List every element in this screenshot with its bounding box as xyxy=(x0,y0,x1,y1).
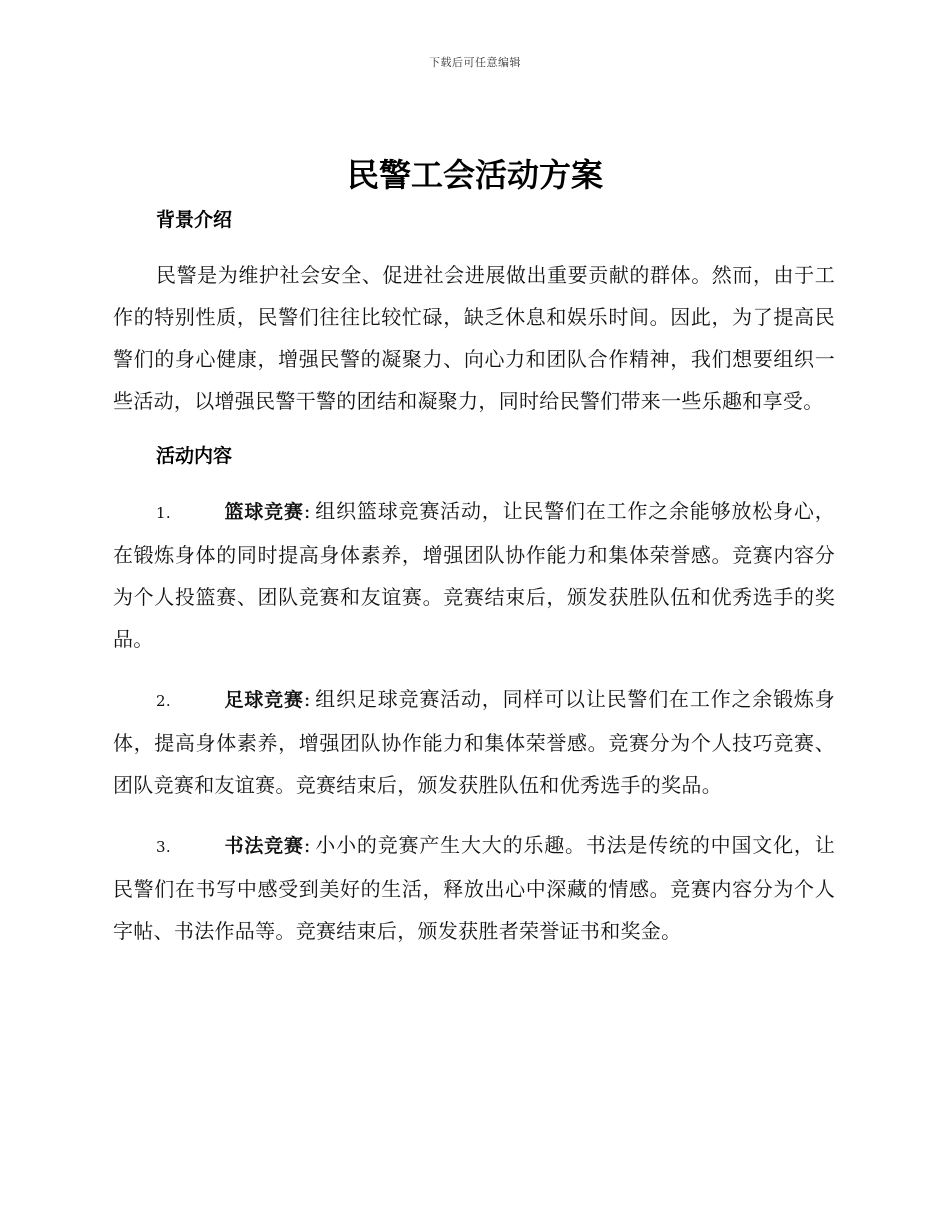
activity-item-number: 3. xyxy=(156,838,171,856)
activity-item-colon: : xyxy=(303,687,311,711)
activity-item-title: 篮球竞赛 xyxy=(224,501,304,523)
activity-item-text: 组织篮球竞赛活动，让民警们在工作之余能够放松身心，在锻炼身体的同时提高身体素养，增强团队协作能力和集体荣誉感。竞赛内容分为个人投篮赛、团队竞赛和友谊赛。竞赛结束后，颁发获胜队伍和优秀选手的奖品。 xyxy=(113,499,836,651)
background-paragraph: 民警是为维护社会安全、促进社会进展做出重要贡献的群体。然而，由于工作的特别性质，民警们往往比较忙碌，缺乏休息和娱乐时间。因此，为了提高民警们的身心健康，增强民警的凝聚力、向心力和团队合作精神，我们想要组织一些活动，以增强民警干警的团结和凝聚力，同时给民警们带来一些乐趣和享受。 xyxy=(113,263,835,413)
document-title: 民警工会活动方案 xyxy=(346,156,603,194)
section-heading-background: 背景介绍 xyxy=(156,209,233,231)
activity-item xyxy=(113,678,835,806)
activity-item-title: 书法竞赛 xyxy=(224,835,304,857)
activity-item-title: 足球竞赛 xyxy=(224,689,304,711)
activity-item xyxy=(113,490,835,660)
activity-item-colon: : xyxy=(303,833,311,857)
activity-item-number: 2. xyxy=(156,692,171,710)
activity-item-colon: : xyxy=(303,499,311,523)
document-body xyxy=(113,202,835,952)
header-note: 下载后可任意编辑 xyxy=(429,56,521,69)
section-heading-activities: 活动内容 xyxy=(156,445,233,467)
activity-item-text: 小小的竞赛产生大大的乐趣。书法是传统的中国文化，让民警们在书写中感受到美好的生活，释放出心中深藏的情感。竞赛内容分为个人字帖、书法作品等。竞赛结束后，颁发获胜者荣誉证书和奖金。 xyxy=(113,833,836,943)
activity-item xyxy=(113,824,835,952)
activity-item-number: 1. xyxy=(156,504,171,522)
activity-item-text: 组织足球竞赛活动，同样可以让民警们在工作之余锻炼身体，提高身体素养，增强团队协作能力和集体荣誉感。竞赛分为个人技巧竞赛、团队竞赛和友谊赛。竞赛结束后，颁发获胜队伍和优秀选手的奖品。 xyxy=(113,687,836,797)
